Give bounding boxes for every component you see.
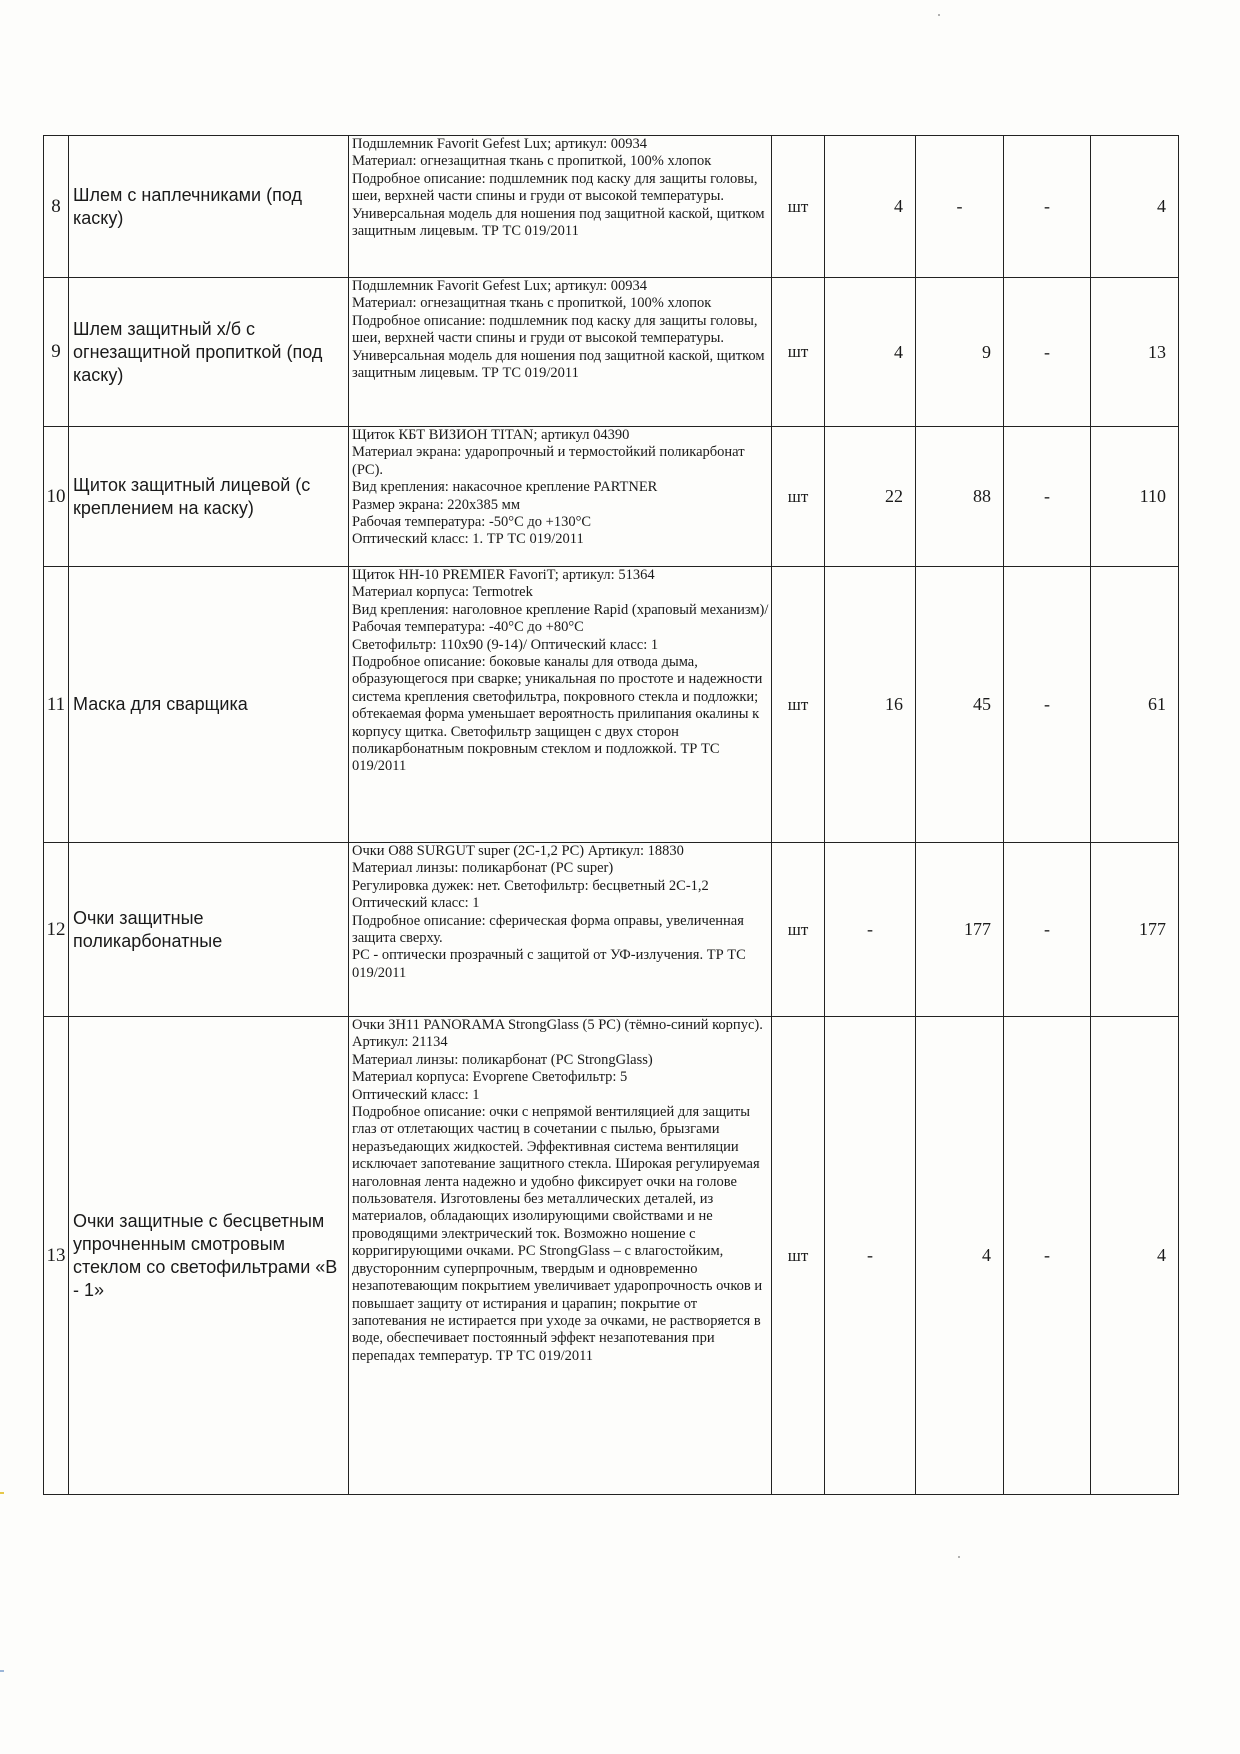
item-description: Подшлемник Favorit Gefest Lux; артикул: 00934 Материал: огнезащитная ткань с пропиткой, 100% хлопок Подробное описание: подшлемник под каску для защиты головы, шеи, верхней части спины и груди от высокой температуры. Универсальная модель для ношения под защитной каской, щитком защитным лицевым. ТР ТС 019/2011 (349, 136, 772, 278)
item-description: Очки О88 SURGUT super (2С-1,2 PC) Артикул: 18830 Материал линзы: поликарбонат (PC super) Регулировка дужек: нет. Светофильтр: бесцветный 2С-1,2 Оптический класс: 1 Подробное описание: сферическая форма оправы, увеличенная защита сверху. PC - оптически прозрачный с защитой от УФ-излучения. ТР ТС 019/2011 (349, 843, 772, 1017)
table-row (44, 567, 1179, 843)
quantity-1: 16 (825, 567, 916, 843)
quantity-2: 9 (916, 278, 1004, 427)
item-name: Шлем с наплечниками (под каску) (69, 136, 349, 278)
item-name: Шлем защитный х/б с огнезащитной пропиткой (под каску) (69, 278, 349, 427)
quantity-total: 177 (1091, 843, 1179, 1017)
ppe-specification-table (43, 135, 1179, 1495)
quantity-total: 61 (1091, 567, 1179, 843)
scan-speck (958, 1556, 960, 1558)
scan-edge-mark (0, 1670, 4, 1672)
row-number: 12 (44, 843, 69, 1017)
item-description: Щиток НН-10 PREMIER FavoriT; артикул: 51364 Материал корпуса: Termotrek Вид крепления: наголовное крепление Rapid (храповый механизм)/ Рабочая температура: -40°С до +80°С Светофильтр: 110х90 (9-14)/ Оптический класс: 1 Подробное описание: боковые каналы для отвода дыма, образующегося при сварке; уникальная по простоте и надежности система крепления светофильтра, покровного стекла и подложки; обтекаемая форма уменьшает вероятность прилипания окалины к корпусу щитка. Светофильтр защищен с двух сторон поликарбонатным покровным стеклом и подложкой. ТР ТС 019/2011 (349, 567, 772, 843)
item-description: Подшлемник Favorit Gefest Lux; артикул: 00934 Материал: огнезащитная ткань с пропиткой, 100% хлопок Подробное описание: подшлемник под каску для защиты головы, шеи, верхней части спины и груди от высокой температуры. Универсальная модель для ношения под защитной каской, щитком защитным лицевым. ТР ТС 019/2011 (349, 278, 772, 427)
quantity-3: - (1004, 427, 1091, 567)
unit-of-measure: шт (772, 567, 825, 843)
item-name: Очки защитные поликарбонатные (69, 843, 349, 1017)
scan-edge-mark (0, 1492, 4, 1494)
quantity-2: 88 (916, 427, 1004, 567)
table-row (44, 843, 1179, 1017)
item-name: Щиток защитный лицевой (с креплением на каску) (69, 427, 349, 567)
table-row (44, 136, 1179, 278)
quantity-2: - (916, 136, 1004, 278)
quantity-total: 110 (1091, 427, 1179, 567)
unit-of-measure: шт (772, 278, 825, 427)
quantity-total: 4 (1091, 1017, 1179, 1495)
row-number: 8 (44, 136, 69, 278)
row-number: 9 (44, 278, 69, 427)
row-number: 13 (44, 1017, 69, 1495)
quantity-total: 4 (1091, 136, 1179, 278)
quantity-1: - (825, 843, 916, 1017)
quantity-3: - (1004, 843, 1091, 1017)
row-number: 11 (44, 567, 69, 843)
quantity-3: - (1004, 567, 1091, 843)
row-number: 10 (44, 427, 69, 567)
quantity-1: 4 (825, 136, 916, 278)
quantity-2: 4 (916, 1017, 1004, 1495)
unit-of-measure: шт (772, 136, 825, 278)
table-row (44, 427, 1179, 567)
item-name: Маска для сварщика (69, 567, 349, 843)
quantity-1: 22 (825, 427, 916, 567)
item-description: Щиток КБТ ВИЗИОН TITAN; артикул 04390 Материал экрана: ударопрочный и термостойкий поликарбонат (PC). Вид крепления: накасочное крепление PARTNER Размер экрана: 220х385 мм Рабочая температура: -50°С до +130°С Оптический класс: 1. ТР ТС 019/2011 (349, 427, 772, 567)
quantity-1: - (825, 1017, 916, 1495)
item-name: Очки защитные с бесцветным упрочненным смотровым стеклом со светофильтрами «В - 1» (69, 1017, 349, 1495)
item-description: Очки ЗН11 PANORAMA StrongGlass (5 PC) (тёмно-синий корпус). Артикул: 21134 Материал линзы: поликарбонат (PC StrongGlass) Материал корпуса: Evoprene Светофильтр: 5 Оптический класс: 1 Подробное описание: очки с непрямой вентиляцией для защиты глаз от отлетающих частиц в сочетании с пылью, брызгами неразъедающих жидкостей. Эффективная система вентиляции исключает запотевание защитного стекла. Широкая регулируемая наголовная лента надежно и удобно фиксирует очки на голове пользователя. Изготовлены без металлических деталей, из материалов, обладающих изолирующими свойствами и не проводящими электрический ток. Возможно ношение с корригирующими очками. PC StrongGlass – с влагостойким, двусторонним суперпрочным, твердым и одновременно незапотевающим покрытием увеличивает ударопрочность очков и повышает защиту от истирания и царапин; покрытие от запотевания не истирается при уходе за очками, не растворяется в воде, обеспечивает постоянный эффект незапотевания при перепадах температур. ТР ТС 019/2011 (349, 1017, 772, 1495)
quantity-total: 13 (1091, 278, 1179, 427)
unit-of-measure: шт (772, 427, 825, 567)
quantity-1: 4 (825, 278, 916, 427)
scan-speck (938, 14, 940, 16)
quantity-3: - (1004, 1017, 1091, 1495)
unit-of-measure: шт (772, 843, 825, 1017)
quantity-2: 45 (916, 567, 1004, 843)
unit-of-measure: шт (772, 1017, 825, 1495)
quantity-2: 177 (916, 843, 1004, 1017)
table-row (44, 278, 1179, 427)
quantity-3: - (1004, 278, 1091, 427)
table-row (44, 1017, 1179, 1495)
quantity-3: - (1004, 136, 1091, 278)
